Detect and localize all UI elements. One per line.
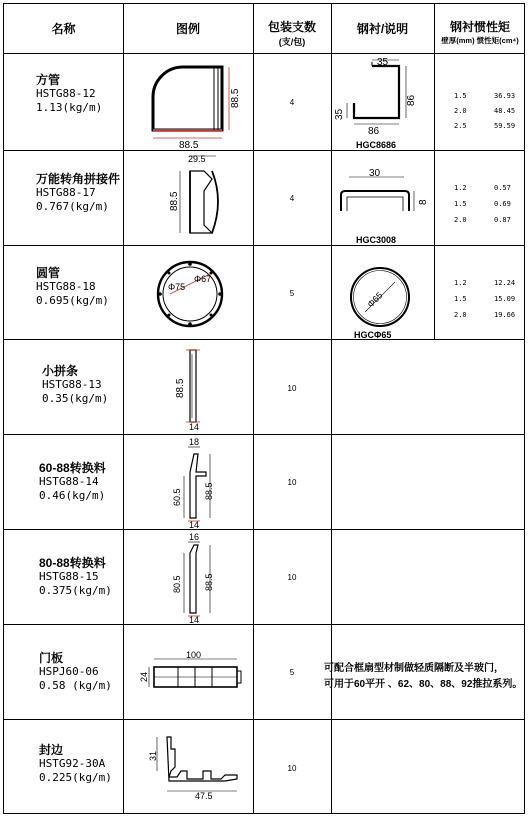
note-line: 可用于60平开 、62、80、88、92推拉系列。 [324,679,523,690]
pack-count: 10 [287,573,297,582]
row-name-block [39,743,112,785]
inertia-thickness: 1.5 [454,295,467,303]
row-divider [4,529,524,530]
row-name-block [36,172,120,214]
row-divider [4,245,524,246]
product-name: 万能转角拼接件 [36,172,121,186]
square-tube-diagram [149,62,239,150]
product-weight: 0.46(kg/m) [39,489,106,502]
product-code: HSTG88-13 [42,378,102,391]
col-divider [123,4,124,813]
product-weight: 0.35(kg/m) [42,392,109,405]
inertia-thickness: 1.2 [454,279,467,287]
inertia-thickness: 2.0 [454,311,467,319]
liner-dim-d: Φ65 [365,290,385,310]
header-inertia-sub: 壁厚(mm) 惯性矩(cm⁴) [441,36,519,45]
row-divider [4,719,524,720]
product-weight: 0.695(kg/m) [36,294,109,307]
header-pack: 包装支数 [267,20,316,34]
inertia-thickness: 1.2 [454,184,467,192]
round-tube-diagram [156,260,226,330]
header-diagram: 图例 [175,22,200,36]
dim-h1: 60.5 [172,488,182,506]
pack-count: 4 [289,98,295,107]
product-code: HSPJ60-06 [39,665,99,678]
dim-width: 14 [189,520,200,530]
product-weight: 1.13(kg/m) [36,101,103,114]
row-divider [4,434,524,435]
product-name: 80-88转换料 [39,556,106,570]
col-divider [253,4,254,813]
inertia-value: 12.24 [494,279,516,287]
dim-height: 24 [139,671,149,682]
product-name: 小拼条 [42,364,79,378]
liner-channel-diagram [339,169,431,214]
dim-top: 16 [189,532,200,542]
inertia-thickness: 2.0 [454,107,467,115]
converter-80-88-diagram [168,531,218,623]
product-code: HSTG88-12 [36,87,96,100]
inertia-value: 0.87 [494,216,511,224]
pack-count: 5 [289,289,295,298]
pack-count: 10 [287,764,297,773]
pack-count: 4 [289,194,295,203]
pack-count: 10 [287,384,297,393]
row-name-block [39,651,112,693]
inertia-value: 15.09 [494,295,516,303]
door-panel-note [324,661,522,693]
dim-height: 88.5 [175,378,186,398]
inertia-value: 36.93 [494,92,516,100]
dim-height: 31 [148,750,158,761]
row-divider [4,624,524,625]
liner-dim-left: 35 [334,108,345,120]
liner-dim-w: 30 [369,168,381,179]
liner-c-diagram [334,57,424,138]
row-name-block [42,364,108,406]
dim-width: 29.5 [188,154,206,164]
dim-width: 88.5 [179,140,199,151]
small-strip-diagram [172,344,212,430]
product-weight: 0.375(kg/m) [39,584,112,597]
product-table [3,3,525,814]
inertia-value: 0.57 [494,184,511,192]
row-name-block [36,73,102,115]
product-name: 圆管 [36,266,61,280]
row-divider [4,150,524,151]
door-panel-diagram [140,649,250,699]
inertia-value: 59.59 [494,122,516,130]
product-name: 封边 [39,743,64,757]
inertia-value: 48.45 [494,107,516,115]
converter-60-88-diagram [168,436,218,528]
inertia-thickness: 2.5 [454,122,467,130]
pack-count: 10 [287,478,297,487]
header-name: 名称 [51,22,76,36]
corner-joint-diagram [164,151,224,243]
liner-dim-bottom: 86 [368,126,380,137]
liner-code: HGCΦ65 [354,330,392,340]
dim-h1: 80.5 [172,575,182,593]
product-code: HSTG88-18 [36,280,96,293]
header-liner: 钢衬/说明 [356,22,409,36]
product-name: 60-88转换料 [39,461,106,475]
dim-width: 100 [186,650,202,660]
header-pack-unit: (支/包) [278,37,306,47]
dim-width: 14 [189,422,200,432]
liner-dim-right: 86 [406,94,417,106]
dim-inner: Φ67 [194,274,212,284]
edge-trim-diagram [147,729,247,804]
col-divider [434,4,435,339]
header-inertia: 钢衬惯性矩 [449,20,510,34]
inertia-thickness: 1.5 [454,92,467,100]
dim-h2: 88.5 [204,482,214,500]
row-name-block [39,556,112,598]
liner-round-diagram [349,266,411,328]
pack-count: 5 [289,668,295,677]
product-code: HSTG88-14 [39,475,99,488]
product-weight: 0.225(kg/m) [39,771,112,784]
inertia-value: 19.66 [494,311,516,319]
dim-top: 18 [189,437,200,447]
product-name: 方管 [36,73,61,87]
product-code: HSTG88-17 [36,186,96,199]
inertia-thickness: 1.5 [454,200,467,208]
dim-width: 14 [189,615,200,625]
inertia-thickness: 2.0 [454,216,467,224]
table-header [4,4,524,54]
liner-code: HGC8686 [356,140,397,150]
row-name-block [39,461,106,503]
product-code: HSTG88-15 [39,570,99,583]
liner-code: HGC3008 [356,235,397,245]
dim-height: 88.5 [169,191,180,211]
inertia-value: 0.69 [494,200,511,208]
dim-outer: Φ75 [168,282,186,292]
liner-dim-h: 8 [418,199,429,205]
product-name: 门板 [39,651,64,665]
dim-h2: 88.5 [204,573,214,591]
note-line: 可配合框扇型材制做轻质隔断及半玻门， [324,663,504,674]
row-name-block [36,266,109,308]
product-weight: 0.58 (kg/m) [39,679,112,692]
liner-dim-top: 35 [377,57,389,68]
product-code: HSTG92-30A [39,757,106,770]
row-divider [4,339,524,340]
dim-width: 47.5 [195,791,213,801]
product-weight: 0.767(kg/m) [36,200,109,213]
dim-height: 88.5 [230,88,241,108]
